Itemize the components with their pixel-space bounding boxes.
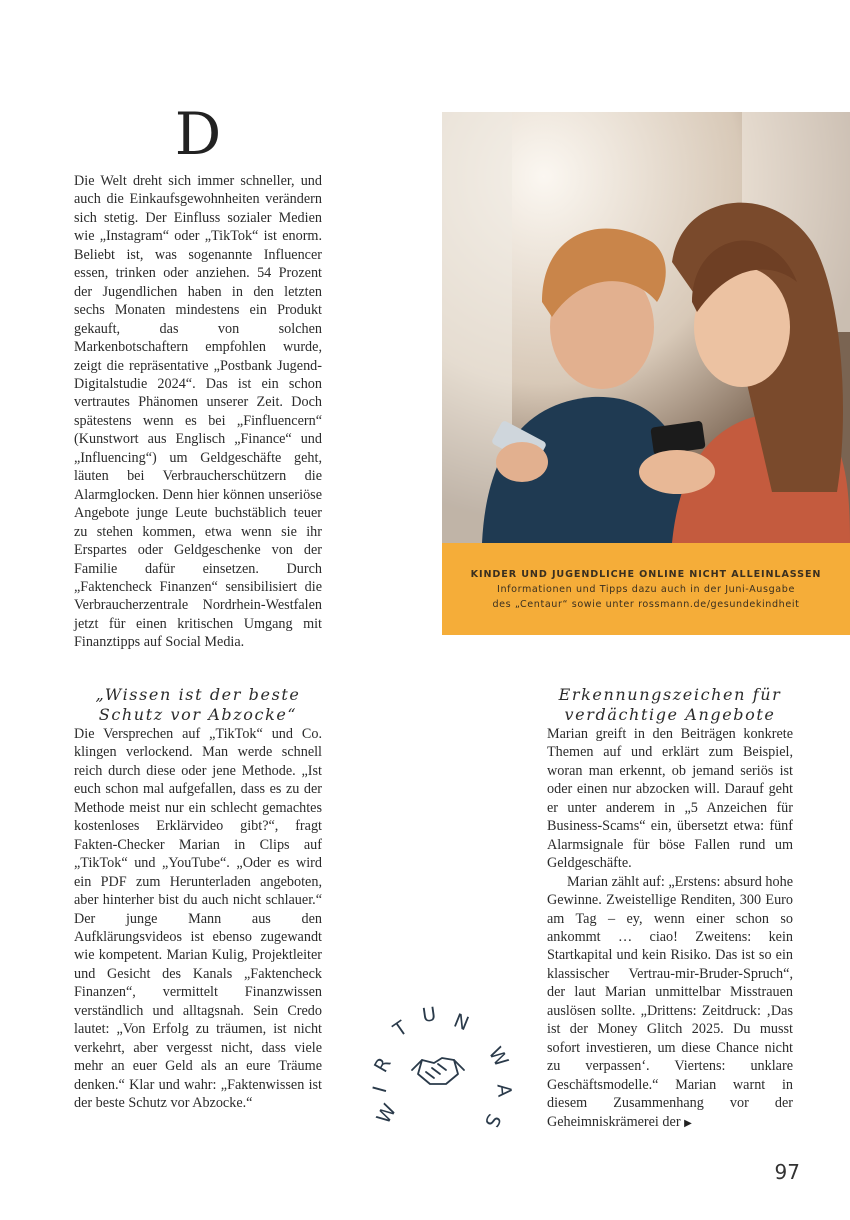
svg-text:I: I [368, 1083, 392, 1096]
drop-cap: D [174, 100, 222, 168]
svg-text:S: S [479, 1110, 505, 1131]
caption-title: KINDER UND JUGENDLICHE ONLINE NICHT ALLEINLASSEN [470, 569, 822, 580]
section2-paragraph-2 [547, 873, 793, 1133]
svg-text:A: A [492, 1083, 516, 1098]
logo-graphic [360, 1000, 520, 1140]
svg-text:N: N [450, 1009, 472, 1036]
svg-text:W: W [483, 1043, 513, 1071]
caption-box [442, 543, 850, 635]
svg-text:R: R [369, 1053, 396, 1077]
section2-body [547, 725, 793, 1133]
section2-heading: Erkennungszeichen für verdächtige Angebote [558, 685, 782, 724]
svg-text:T: T [389, 1016, 412, 1042]
intro-paragraph: Die Welt dreht sich immer schneller, und auch die Einkaufsgewohnheiten verändern sich stetig. Der Einfluss sozialer Medien wie „Instagram“ oder „TikTok“ ist enorm. Beliebt ist, was sogenannte Influencer essen, trinken oder anziehen. 54 Prozent der Jugendlichen haben in den letzten sechs Monaten mindestens ein Produkt gekauft, das von solchen Markenbotschaftern empfohlen wurde, zeigt die repräsentative „Postbank Jugend-Digitalstudie 2024“. Das ist ein schon vertrautes Phänomen unserer Zeit. Doch spätestens wenn es bei „Finfluencern“ (Kunstwort aus Englisch „Finance“ und „Influencing“) um Geldgeschäfte geht, läuten bei Verbraucherschützern die Alarmglocken. Denn hier können unseriöse Angebote junge Leute buchstäblich teuer zu stehen kommen, etwa wenn sie ihr Erspartes oder Geldgeschenke von der Familie dafür einsetzen. Durch „Faktencheck Finanzen“ sensibilisiert die Verbraucherzentrale Nordrhein-Westfalen jetzt für einen kritischen Umgang mit Finanztipps auf Social Media. [74, 173, 322, 651]
section1-heading: „Wissen ist der beste Schutz vor Abzocke“ [95, 685, 301, 724]
handshake-icon [412, 1058, 464, 1084]
section2-paragraph-2-text: Marian zählt auf: „Erstens: absurd hohe Gewinne. Zweistellige Renditen, 300 Euro am Tag – ey, wenn einer schon so ankommt … ciao! Zweitens: kein Startkapital und kein Risiko. Das ist so ein klassischer Vertrau-mir-Bruder-Spruch“, der laut Marian unmittelbar Misstrauen auslösen sollte. „Drittens: Zeitdruck: ‚Das ist der Money Glitch 2025. Du musst sofort investieren, um diese Chance nicht zu verpassen‘. Viertens: unklare Geschäftsmodelle.“ Marian warnt in diesem Zusammenhang vor der Geheimniskrämerei der [547, 873, 793, 1130]
wir-tun-was-logo [360, 1000, 520, 1140]
teens-phone-photo [442, 112, 850, 543]
section2-paragraph-1: Marian greift in den Beiträgen konkrete Themen auf und erklärt zum Beispiel, woran man erkennt, ob jemand seriös ist oder einen nur abzocken will. Darauf geht er unter anderem in „5 Anzeichen für Business-Scams“ ein, übersetzt etwa: fünf Alarmsignale für böse Fallen rund um Geldgeschäfte. [547, 726, 793, 872]
svg-text:W: W [372, 1100, 402, 1128]
photo-illustration [442, 112, 850, 543]
caption-line-1: Informationen und Tipps dazu auch in der Juni-Ausgabe [497, 584, 795, 595]
page-number: 97 [774, 1160, 800, 1184]
section1-body: Die Versprechen auf „TikTok“ und Co. klingen verlockend. Man werde schnell reich durch diese oder jene Methode. „Ist euch schon mal aufgefallen, dass es zu der Methode meist nur ein schlecht gemachtes kostenloses Erklärvideo gibt?“, fragt Fakten-Checker Marian in Clips auf „TikTok“ und „YouTube“. „Oder es wird ein PDF zum Herunterladen angeboten, aber hinterher bist du auch nicht schlauer.“ Der junge Mann aus den Aufklärungsvideos ist ebenso zugewandt wie kompetent. Marian Kulig, Projektleiter und Gesicht des Kanals „Faktencheck Finanzen“, vermittelt Finanzwissen verständlich und alltagsnah. Sein Credo lautet: „Von Erfolg zu träumen, ist nicht verkehrt, aber vergesst nicht, dass viele mehr an euer Geld als an eure Träume denken.“ Klar und wahr: „Faktenwissen ist der beste Schutz vor Abzocke.“ [74, 726, 322, 1112]
svg-text:U: U [420, 1003, 438, 1027]
continue-arrow-icon: ▶ [684, 1117, 692, 1129]
caption-line-2: des „Centaur“ sowie unter rossmann.de/gesundekindheit [492, 599, 800, 610]
